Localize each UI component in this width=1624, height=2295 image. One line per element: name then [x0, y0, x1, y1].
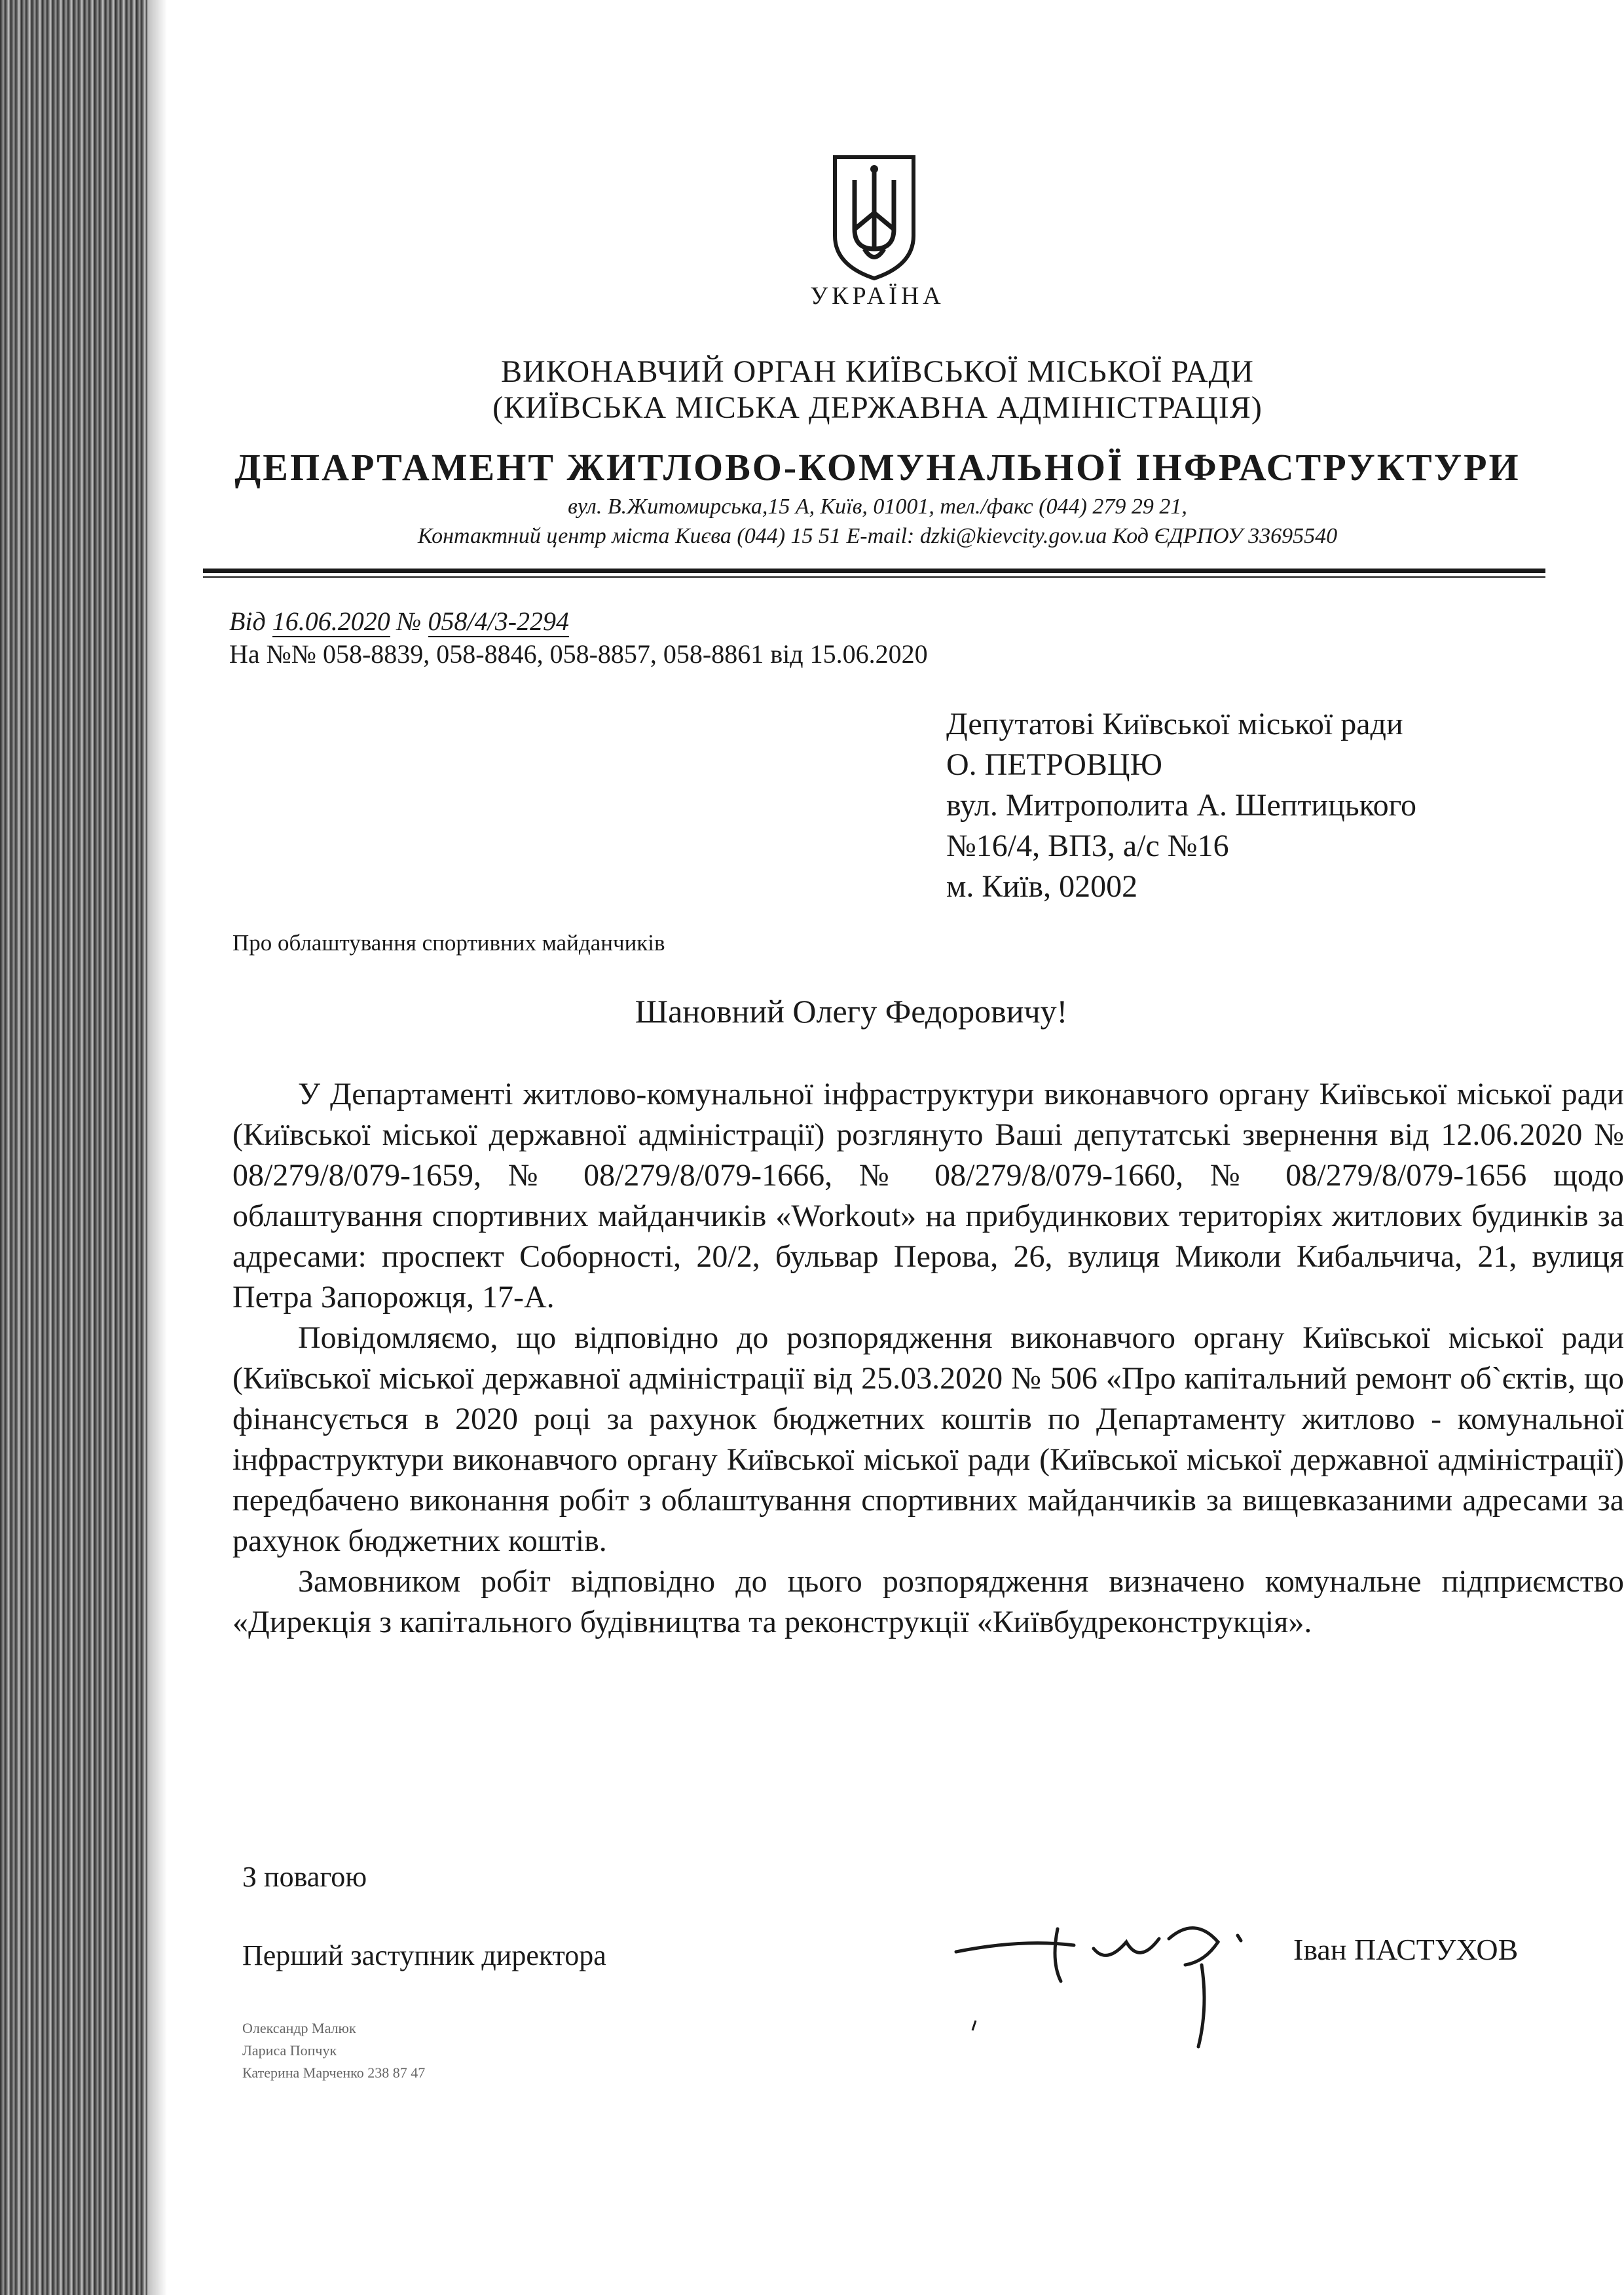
letterhead-rule-thin: [203, 576, 1545, 578]
addressee-block: [946, 704, 1416, 907]
scan-edge-artifact: [0, 0, 147, 2295]
org-name-line1: ВИКОНАВЧИЙ ОРГАН КИЇВСЬКОЇ МІСЬКОЇ РАДИ: [501, 354, 1254, 389]
addressee-city: м. Київ, 02002: [946, 869, 1138, 904]
letter-subject: Про облаштування спортивних майданчиків: [232, 930, 665, 956]
body-paragraph: Замовником робіт відповідно до цього розпорядження визначено комунальне підприємство «Дирекція з капітального будівництва та реконструкції «Київбудреконструкція».: [232, 1564, 1624, 1639]
executor-line: Олександр Малюк: [242, 2020, 356, 2036]
org-name-line2: (КИЇВСЬКА МІСЬКА ДЕРЖАВНА АДМІНІСТРАЦІЯ): [492, 390, 1263, 425]
addressee-street: вул. Митрополита А. Шептицького: [946, 788, 1417, 823]
outgoing-date: 16.06.2020: [272, 606, 390, 636]
addressee-building: №16/4, ВПЗ, а/с №16: [946, 829, 1229, 863]
reference-numbers: На №№ 058-8839, 058-8846, 058-8857, 058-8861 від 15.06.2020: [229, 639, 928, 669]
department-contacts: Контактний центр міста Києва (044) 15 51 E-mail: dzki@kievcity.gov.ua Код ЄДРПОУ 33695540: [417, 524, 1338, 548]
letterhead-rule-thick: [203, 569, 1545, 573]
salutation: Шановний Олегу Федоровичу!: [635, 993, 1068, 1030]
body-paragraph: У Департаменті житлово-комунальної інфраструктури виконавчого органу Київської міської ради (Київської міської державної адміністрації) розглянуто Ваші депутатські звернення від 12.06.2020 № 08/279/8/079-1659, № 08/279/8/079-1666, № 08/279/8/079-1660, № 08/279/8/079-1656 щодо облаштування спортивних майданчиків «Workout» на прибудинкових територіях житлових будинків за адресами: проспект Соборності, 20/2, бульвар Перова, 26, вулиця Миколи Кибальчича, 21, вулиця Петра Запорожця, 17-А.: [232, 1077, 1624, 1315]
handwritten-signature: [943, 1903, 1270, 2053]
outgoing-prefix: Від: [229, 606, 266, 636]
addressee-title: Депутатові Київської міської ради: [946, 707, 1403, 741]
addressee-name: О. ПЕТРОВЦЮ: [946, 747, 1162, 782]
country-name: УКРАЇНА: [810, 282, 945, 310]
body-paragraph: Повідомляємо, що відповідно до розпорядження виконавчого органу Київської міської ради (Київської міської державної адміністрації від 25.03.2020 № 506 «Про капітальний ремонт об`єктів, що фінансується в 2020 році за рахунок бюджетних коштів по Департаменту житлово - комунальної інфраструктури виконавчого органу Київської міської ради (Київської міської державної адміністрації) передбачено виконання робіт з облаштування спортивних майданчиків за вищевказаними адресами за рахунок бюджетних коштів.: [232, 1320, 1624, 1558]
department-name: ДЕПАРТАМЕНТ ЖИТЛОВО-КОМУНАЛЬНОЇ ІНФРАСТРУКТУРИ: [234, 446, 1521, 489]
signer-position: Перший заступник директора: [242, 1939, 606, 1971]
number-sign: №: [396, 606, 422, 636]
executors-block: [242, 2017, 425, 2084]
closing-regards: З повагою: [242, 1861, 367, 1893]
letter-body: [232, 1074, 1624, 1643]
executor-line: Катерина Марченко 238 87 47: [242, 2064, 426, 2081]
department-address: вул. В.Житомирська,15 А, Київ, 01001, тел./факс (044) 279 29 21,: [568, 494, 1187, 519]
outgoing-number: 058/4/3-2294: [428, 606, 570, 636]
outgoing-registration: [229, 606, 569, 637]
signer-name: Іван ПАСТУХОВ: [1293, 1933, 1519, 1966]
coat-of-arms-icon: [828, 151, 920, 282]
executor-line: Лариса Попчук: [242, 2042, 337, 2059]
